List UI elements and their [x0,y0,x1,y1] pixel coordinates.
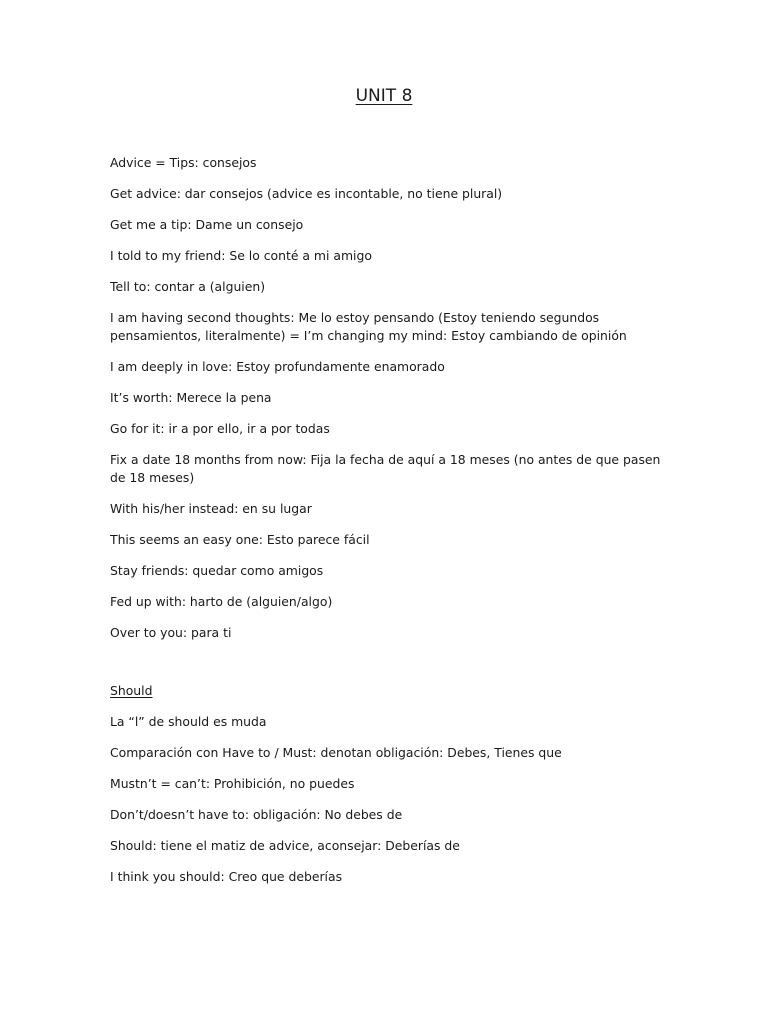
section-heading-should: Should [110,683,153,698]
vocab-entry: Tell to: contar a (alguien) [110,279,266,294]
vocab-entry: It’s worth: Merece la pena [110,390,272,405]
should-entry: Should: tiene el matiz de advice, aconsejar: Deberías de [110,838,460,853]
should-entry: Comparación con Have to / Must: denotan obligación: Debes, Tienes que [110,745,562,760]
should-entry: La “l” de should es muda [110,714,267,729]
should-entry: Don’t/doesn’t have to: obligación: No debes de [110,807,403,822]
vocab-entry: Advice = Tips: consejos [110,155,257,170]
vocab-entry: With his/her instead: en su lugar [110,501,312,516]
vocab-entry: This seems an easy one: Esto parece fácil [110,532,370,547]
vocab-entry: I am having second thoughts: Me lo estoy pensando (Estoy teniendo segundos pensamientos, literalmente) = I’m changing my mind: Estoy cambiando de opinión [110,310,627,343]
should-entry: Mustn’t = can’t: Prohibición, no puedes [110,776,355,791]
vocab-entry: Fed up with: harto de (alguien/algo) [110,594,333,609]
vocab-entry: Over to you: para ti [110,625,232,640]
vocab-entry: Get me a tip: Dame un consejo [110,217,304,232]
vocab-entry: Get advice: dar consejos (advice es incontable, no tiene plural) [110,186,503,201]
vocab-entry: Go for it: ir a por ello, ir a por todas [110,421,330,436]
document-body [110,154,670,899]
vocab-entry: I told to my friend: Se lo conté a mi amigo [110,248,372,263]
vocab-entry: Fix a date 18 months from now: Fija la fecha de aquí a 18 meses (no antes de que pasen de 18 meses) [110,452,661,485]
should-entry: I think you should: Creo que deberías [110,869,343,884]
page-title: UNIT 8 [355,86,413,106]
vocab-entry: Stay friends: quedar como amigos [110,563,324,578]
vocab-entry: I am deeply in love: Estoy profundamente enamorado [110,359,445,374]
